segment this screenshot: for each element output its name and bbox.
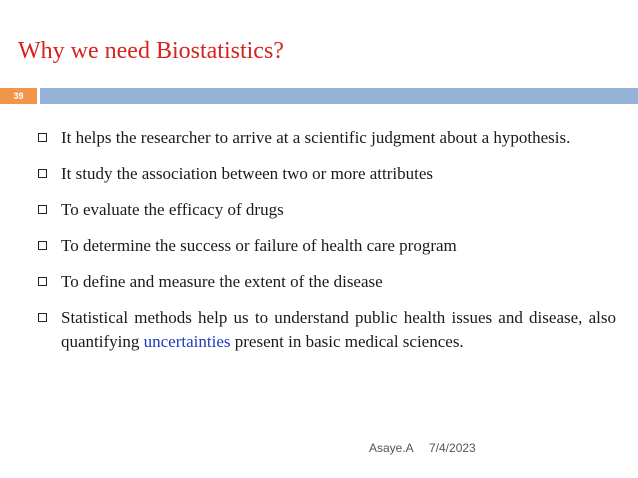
bullet-text: To define and measure the extent of the disease	[61, 272, 383, 291]
bullet-text: It helps the researcher to arrive at a scientific judgment about a hypothesis.	[61, 128, 571, 147]
bullet-item	[36, 306, 616, 354]
square-bullet-icon	[38, 169, 47, 178]
bullet-text: To determine the success or failure of health care program	[61, 236, 457, 255]
square-bullet-icon	[38, 241, 47, 250]
slide-title: Why we need Biostatistics?	[18, 38, 284, 64]
highlighted-term: uncertainties	[143, 332, 231, 351]
bullet-item	[36, 126, 616, 150]
bullet-item	[36, 234, 616, 258]
title-bar	[40, 88, 638, 104]
square-bullet-icon	[38, 313, 47, 322]
square-bullet-icon	[38, 277, 47, 286]
bullet-item	[36, 198, 616, 222]
bullet-text-before: Statistical methods help us to understand public health issues and disease, also quantifying	[61, 308, 616, 351]
bullet-text: To evaluate the efficacy of drugs	[61, 200, 284, 219]
bullet-text-after: present in basic medical sciences.	[230, 332, 464, 351]
square-bullet-icon	[38, 205, 47, 214]
square-bullet-icon	[38, 133, 47, 142]
slide-number: 39	[0, 88, 37, 104]
footer-date: 7/4/2023	[429, 441, 476, 455]
footer-author: Asaye.A	[369, 441, 414, 455]
bullet-text: It study the association between two or more attributes	[61, 164, 434, 183]
bullet-list	[36, 126, 616, 366]
bullet-item	[36, 270, 616, 294]
bullet-item	[36, 162, 616, 186]
